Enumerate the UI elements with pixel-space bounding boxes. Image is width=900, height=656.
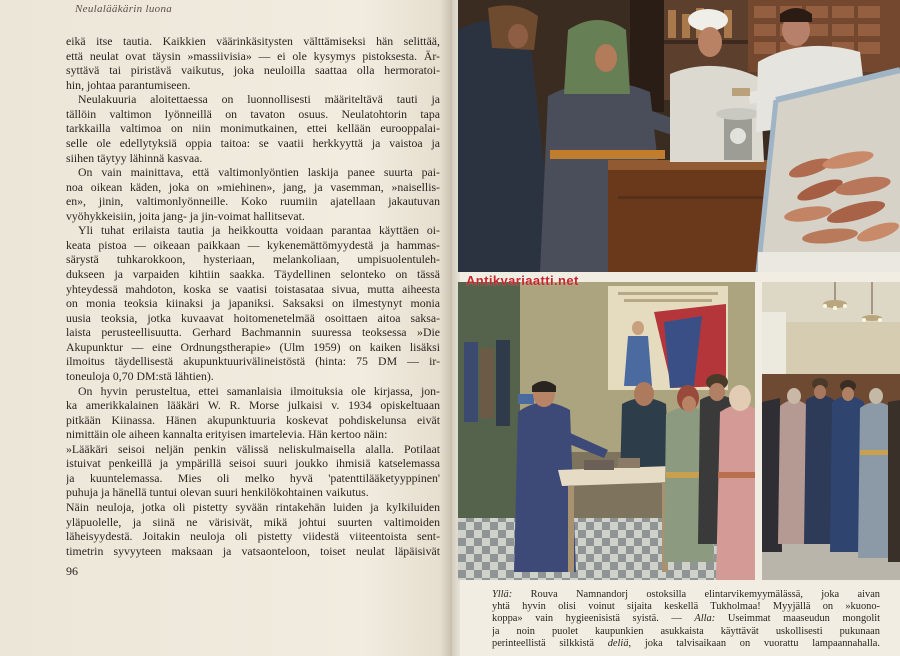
text-line: On hyvin perusteltua, ettei samanlaisia ilmoituksia ole kirjassa, jon- [78,383,440,398]
hall-crowd [762,378,900,562]
book-gutter-shadow [440,0,460,656]
text-line: en», jinin, valtimonlyönneille. Koko ruumiin ajatellaan jakautuvan [66,194,440,209]
text-line: eikä itse tautia. Kaikkien väärinkäsitysten välttämiseksi hän selittää, [66,34,440,48]
photo-shop-room-poster [458,282,755,580]
text-line: puhuja ja hänellä tuntui olevan suuri henkilökohtainen vaikutus. [66,485,369,500]
text-line: istuivat penkeillä ja ympärillä seisoi suuri joukko ihmisiä katselemassa [66,456,440,471]
text-line: On vain mainittava, että valtimonlyöntien laskija panee suurta pai- [78,165,440,180]
text-line: ka amerikkalainen lääkäri W. R. Morse julkaisi v. 1934 opiskeltuaan [66,398,440,413]
text-line: hin, johtaa parantumiseen. [66,77,191,92]
text-line: timetrin syvyyteen maksaan ja vatsaonteloon, toiset neulat läpäisivät [66,543,440,558]
text-line: siihen täytyy lähinnä kasvaa. [66,150,203,165]
text-line: selle ole edellytyksiä oppia taitoa: se vaatii herkkyyttä ja vaistoa ja [66,135,440,150]
caption-line: yhtä hyvin olisi voinut sijaita keskellä Tukholmaa! Myyjällä on »kuono- [492,601,880,613]
caption-text: Useimmat maaseudun mongolit [727,613,880,625]
woman-pink-del-figure [716,385,755,580]
text-line: tällöin valtimon lyönneillä on tavaton osuus. Neulatohtorin tapa [66,106,440,121]
text-line: läheisyydestä. Joitakin neuloja oli pistetty viidestä viiteentoista sent- [66,529,440,544]
text-line: »Lääkäri seisoi neljän penkin välissä neliskulmaisella alalla. Potilaat [66,441,440,456]
text-line: laista perusteellisuutta. Gerhard Bachmannin suuressa teoksessa »Die [66,325,440,340]
text-line: noa oikean käden, joka on »miehinen», jang, ja vasemman, »naisellis- [66,179,440,194]
text-line: särystä tuhkarokkoon, hysteriaan, melankoliaan, umpisuolentuleh- [66,252,440,267]
text-line: keata pistoa — oikeaan paikkaan — kykenemättömyydestä ja hammas- [66,237,440,252]
text-line: ja kuuntelemassa. Mies oli melko hyvä 'patenttilääketyyppinen' [66,470,440,485]
text-line: uusia teoksia, jotka kuvaavat hoitomenetelmää osoittaen aitoa saksa- [66,310,440,325]
photo-caption [492,589,880,650]
display-case [758,70,900,272]
caption-line [492,589,880,601]
caption-italic-term: deliä [607,637,629,649]
photo-food-shop [458,0,900,272]
text-line: nimittäin ole aiheen kannalta erityisen imartelevia. Hän kertoo näin: [66,427,388,442]
text-line: yhteydessä mahdoton, koska se vaatisi toistasataa sivua, mutta aiheesta [66,281,440,296]
caption-text: koppa» vain hygieenisistä syistä. — [492,613,682,625]
text-line: Yli tuhat erilaista tautia ja heikkoutta voidaan parantaa käyttäen oi- [78,223,440,238]
photo-hall-crowd [762,282,900,580]
text-line: on monia teoksia kiinaksi ja japaniksi. Saksaksi on ilmestynyt monia [66,296,440,311]
hall-scene [762,282,900,580]
text-line: Neulakuuria aloitettaessa on luonnollisesti määriteltävä tauti ja [78,92,440,107]
caption-text: perinteellistä silkkistä [492,637,595,649]
caption-text: Rouva Namnandorj ostoksilla elintarvikemyymälässä, joka aivan [530,589,880,600]
caption-label-below: Alla: [694,613,716,625]
text-line: syttävä tai piristävä vaikutus, joka neuloilla saattaa olla hermoratoi- [66,63,440,78]
caption-line [492,613,880,625]
watermark: Antikvariaatti.net [466,273,579,288]
caption-label-above: Yllä: [492,589,513,600]
page-number: 96 [66,564,78,578]
caption-line: ja noin puolet kaupunkien asukkaista käyttävät uskollisesti pukunaan [492,625,880,637]
wall-poster [608,286,728,390]
text-line: vyöhykkeisiin, joita jang- ja jin-voimat hallitsevat. [66,208,305,223]
text-line: toneuloja 0,70 DM:stä lähtien). [66,368,214,383]
text-line: Akupunktur — eine Ordnungstherapie» (Ulm 1959) on kaiken lisäksi [66,339,440,354]
room-scene [458,282,755,580]
caption-line [492,638,880,650]
text-line: yläpuolelle, ja siinä ne värisivät, mikä johtui suurten valtimoiden [66,514,440,529]
text-line: pitkään Kiinassa. Hänen akupunktuuria koskevat pohdiskelunsa eivät [66,412,440,427]
text-line: tarkkailla valtimoa on niin monimutkainen, ettei kellään eurooppalai- [66,121,440,136]
shop-scene [458,0,900,272]
body-text-column [66,34,440,558]
text-line: Näin neuloja, jotka oli pistetty syvään rintakehän luiden ja kylkiluiden [66,500,440,514]
caption-text: , joka talvisaikaan on vuorattu lampaannahalla. [628,637,880,649]
running-header: Neulalääkärin luona [75,3,173,15]
text-line: ilmoitus täydellisestä akupunktuurivälineistöstä (hinta: 75 DM — ir- [66,354,440,369]
text-line: että neulat ovat täysin »massiivisia» — ei ole kysymys pistoksesta. Är- [66,48,440,63]
text-line: dukseen ja varpaiden kihtiin saakka. Täydellinen selonteko on tässä [66,267,440,281]
